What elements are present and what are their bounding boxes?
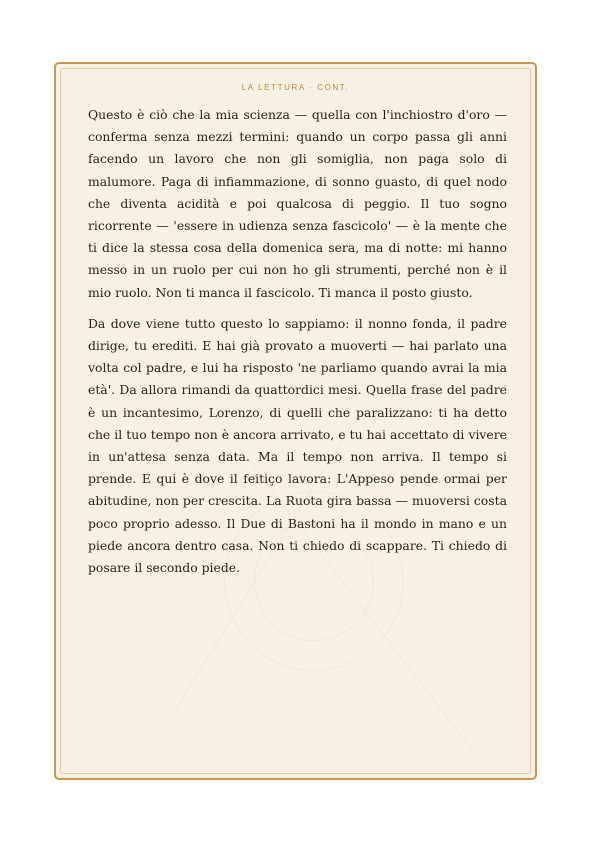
reading-body [88, 104, 507, 588]
paragraph: Questo è ciò che la mia scienza — quella con l'inchiostro d'oro — conferma senza mezzi termini: quando un corpo passa gli anni facendo un lavoro che non gli somiglia, non paga solo di malumore. Paga di infiammazione, di sonno guasto, di quel nodo che diventa acidità e poi qualcosa di peggio. Il tuo sogno ricorrente — 'essere in udienza senza fascicolo' — è la mente che ti dice la stessa cosa della domenica sera, ma di notte: mi hanno messo in un ruolo per cui non ho gli strumenti, perché non è il mio ruolo. Non ti manca il fascicolo. Ti manca il posto giusto. [88, 107, 507, 300]
page-header-title: LA LETTURA · CONT. [241, 83, 350, 92]
page-frame [54, 62, 537, 780]
paragraph: Da dove viene tutto questo lo sappiamo: il nonno fonda, il padre dirige, tu erediti. E hai già provato a muoverti — hai parlato una volta col padre, e lui ha risposto 'ne parliamo quando avrai la mia età'. Da allora rimandi da quattordici mesi. Quella frase del padre è un incantesimo, Lorenzo, di quelli che paralizzano: ti ha detto che il tuo tempo non è ancora arrivato, e tu hai accettato di vivere in un'attesa senza data. Ma il tempo non arriva. Il tempo si prende. E qui è dove il feitiço lavora: L'Appeso pende ormai per abitudine, non per crescita. La Ruota gira bassa — muoversi costa poco proprio adesso. Il Due di Bastoni ha il mondo in mano e un piede ancora dentro casa. Non ti chiedo di scappare. Ti chiedo di posare il secondo piede. [88, 315, 507, 576]
